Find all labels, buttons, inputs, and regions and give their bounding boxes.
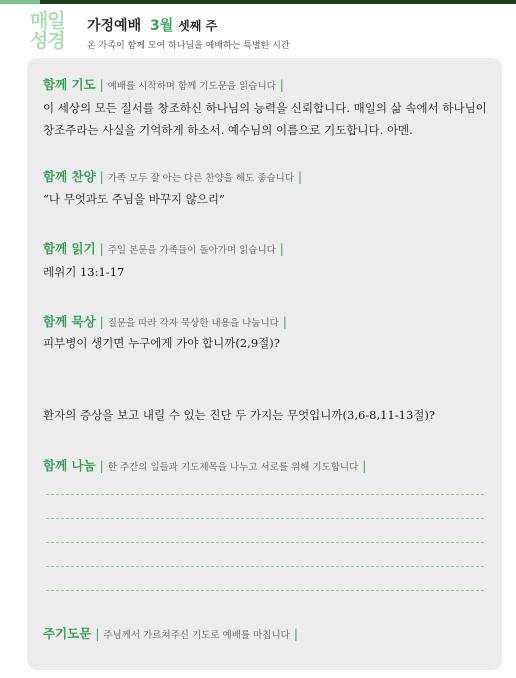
section-meditation-desc: 질문을 따라 각자 묵상한 내용을 나눕니다 <box>107 318 279 329</box>
section-prayer-desc: 예배를 시작하며 함께 기도문을 읽습니다 <box>107 81 276 92</box>
title-text: 가정예배 <box>87 18 142 34</box>
meditation-question-2: 환자의 증상을 보고 내릴 수 있는 진단 두 가지는 무엇입니까(3,6-8,11-13절)? <box>43 408 436 422</box>
meditation-question-1: 피부병이 생기면 누구에게 가야 합니까(2,9절)? <box>43 336 280 350</box>
writing-line <box>46 518 484 519</box>
top-bar <box>0 0 516 4</box>
logo-line1: 매일 <box>30 10 65 32</box>
logo <box>30 12 78 52</box>
divider: | <box>99 170 104 184</box>
divider: | <box>279 242 284 256</box>
divider: | <box>293 627 298 641</box>
section-praise-header <box>43 167 306 185</box>
divider: | <box>298 170 303 184</box>
divider: | <box>362 459 367 473</box>
divider: | <box>99 459 104 473</box>
writing-line <box>46 590 484 591</box>
section-lords-prayer-label: 주기도문 <box>43 626 92 641</box>
divider: | <box>99 242 104 256</box>
writing-line <box>46 542 484 543</box>
page-title <box>87 15 217 35</box>
section-sharing-desc: 한 주간의 일들과 기도제목을 나누고 서로를 위해 기도합니다 <box>107 462 359 473</box>
divider: | <box>99 315 104 329</box>
prayer-text: 이 세상의 모든 질서를 창조하신 하나님의 능력을 신뢰합니다. 매일의 삶 속에서 하나님이 창조주라는 사실을 기억하게 하소서. 예수님의 이름으로 기도합니다. 아멘. <box>43 101 487 137</box>
divider: | <box>95 627 100 641</box>
section-prayer-label: 함께 기도 <box>43 77 96 92</box>
section-praise-desc: 가족 모두 잘 아는 다른 찬양을 해도 좋습니다 <box>107 173 295 184</box>
section-lords-prayer-header <box>43 624 302 642</box>
divider: | <box>279 78 284 92</box>
writing-line <box>46 494 484 495</box>
section-praise-label: 함께 찬양 <box>43 169 96 184</box>
section-sharing-label: 함께 나눔 <box>43 458 96 473</box>
section-meditation-label: 함께 묵상 <box>43 314 96 329</box>
logo-line2: 성경 <box>30 30 65 52</box>
title-month: 3월 <box>149 18 174 34</box>
writing-line <box>46 566 484 567</box>
section-sharing-header <box>43 456 370 474</box>
section-prayer-header <box>43 75 288 93</box>
divider: | <box>99 78 104 92</box>
section-reading-header <box>43 239 288 257</box>
reading-text: 레위기 13:1-17 <box>43 265 125 279</box>
divider: | <box>282 315 287 329</box>
section-lords-prayer-desc: 주님께서 가르쳐주신 기도로 예배를 마칩니다 <box>103 630 290 641</box>
title-week: 셋째 주 <box>178 19 218 33</box>
section-reading-label: 함께 읽기 <box>43 241 96 256</box>
page-subtitle: 온 가족이 함께 모여 하나님을 예배하는 특별한 시간 <box>87 41 290 51</box>
top-bar-accent <box>0 0 40 4</box>
praise-text: “나 무엇과도 주님을 바꾸지 않으리” <box>43 192 225 206</box>
section-meditation-header <box>43 312 291 330</box>
section-reading-desc: 주일 본문을 가족들이 돌아가며 읽습니다 <box>107 245 276 256</box>
content-panel <box>27 58 502 670</box>
